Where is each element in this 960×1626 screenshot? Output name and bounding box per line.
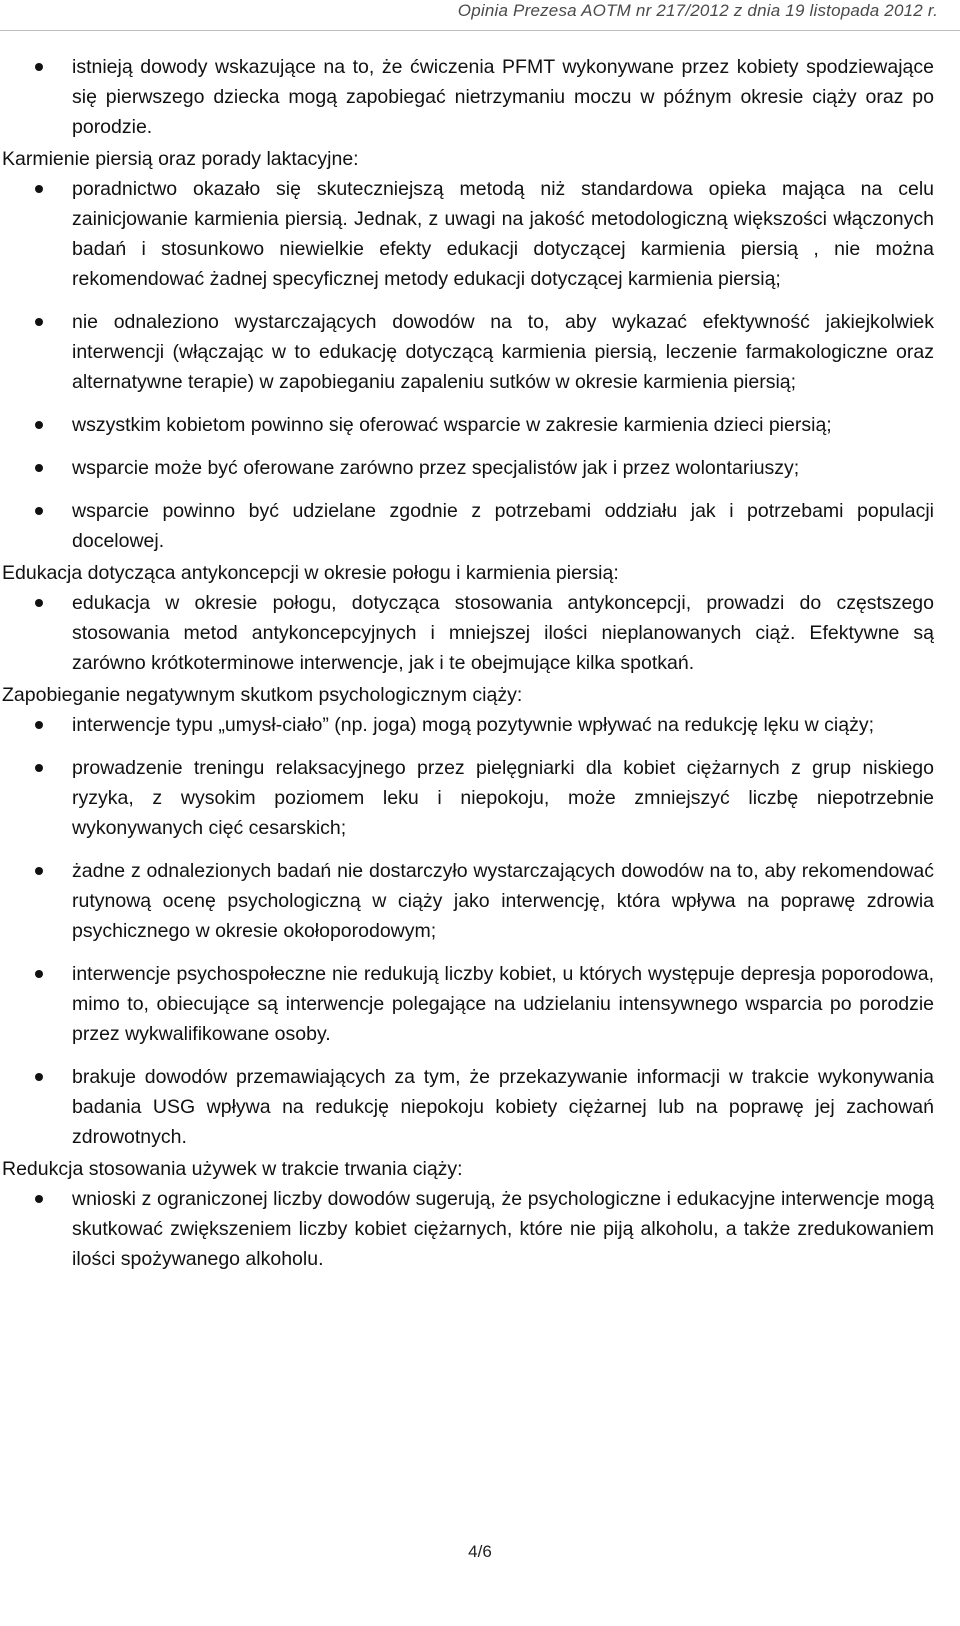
bullet-item [0,588,934,678]
bullet-text: brakuje dowodów przemawiających za tym, że przekazywanie informacji w trakcie wykonywania badania USG wpływa na redukcję niepokoju kobiety ciężarnej lub na poprawę jej zachowań zdrowotnych. [72,1066,934,1148]
bullet-item [0,174,934,294]
intro-bullet-list [0,52,934,142]
bullet-list-stimulants [0,1184,934,1274]
bullet-dot-icon [35,318,43,326]
bullet-text: wsparcie może być oferowane zarówno przez specjalistów jak i przez wolontariuszy; [72,457,800,479]
bullet-dot-icon [35,970,43,978]
bullet-item [0,52,934,142]
bullet-dot-icon [35,867,43,875]
bullet-dot-icon [35,63,43,71]
bullet-item [0,856,934,946]
section-heading-stimulants: Redukcja stosowania używek w trakcie trwania ciąży: [2,1158,463,1180]
bullet-text: żadne z odnalezionych badań nie dostarczyło wystarczających dowodów na to, aby rekomendować rutynową ocenę psychologiczną w ciąży jako interwencję, która wpływa na poprawę zdrowia psychicznego w okresie okołoporodowym; [72,860,934,942]
bullet-text: interwencje typu „umysł-ciało” (np. joga) mogą pozytywnie wpływać na redukcję lęku w ciąży; [72,714,874,736]
running-header: Opinia Prezesa AOTM nr 217/2012 z dnia 19 listopada 2012 r. [457,1,938,20]
bullet-item [0,453,934,483]
bullet-list-contraception [0,588,934,678]
bullet-dot-icon [35,421,43,429]
bullet-dot-icon [35,599,43,607]
bullet-dot-icon [35,1195,43,1203]
bullet-text: istnieją dowody wskazujące na to, że ćwiczenia PFMT wykonywane przez kobiety spodziewające się pierwszego dziecka mogą zapobiegać nietrzymaniu moczu w późnym okresie ciąży oraz po porodzie. [72,56,934,138]
bullet-dot-icon [35,764,43,772]
bullet-text: interwencje psychospołeczne nie redukują liczby kobiet, u których występuje depresja poporodowa, mimo to, obiecujące są interwencje polegające na udzielaniu intensywnego wsparcia po porodzie przez wykwalifikowane osoby. [72,963,934,1045]
bullet-dot-icon [35,507,43,515]
page-number: 4/6 [468,1542,492,1561]
bullet-text: edukacja w okresie połogu, dotycząca stosowania antykoncepcji, prowadzi do częstszego stosowania metod antykoncepcyjnych i mniejszej ilości nieplanowanych ciąż. Efektywne są zarówno krótkoterminowe interwencje, jak i te obejmujące kilka spotkań. [72,592,934,674]
bullet-dot-icon [35,721,43,729]
document-body [0,52,934,1274]
bullet-list-breastfeeding [0,174,934,556]
bullet-text: wszystkim kobietom powinno się oferować wsparcie w zakresie karmienia dzieci piersią; [72,414,832,436]
bullet-text: prowadzenie treningu relaksacyjnego przez pielęgniarki dla kobiet ciężarnych z grup niskiego ryzyka, z wysokim poziomem leku i niepokoju, może zmniejszyć liczbę niepotrzebnie wykonywanych cięć cesarskich; [72,757,934,839]
bullet-item [0,1184,934,1274]
section-heading-psychological: Zapobieganie negatywnym skutkom psychologicznym ciąży: [2,684,523,706]
section-heading-contraception: Edukacja dotycząca antykoncepcji w okresie połogu i karmienia piersią: [2,562,619,584]
bullet-text: wnioski z ograniczonej liczby dowodów sugerują, że psychologiczne i edukacyjne interwencje mogą skutkować zwiększeniem liczby kobiet ciężarnych, które nie piją alkoholu, a także zredukowaniem ilości spożywanego alkoholu. [72,1188,934,1270]
header-rule [0,30,960,31]
bullet-item [0,307,934,397]
bullet-item [0,959,934,1049]
bullet-text: poradnictwo okazało się skuteczniejszą metodą niż standardowa opieka mająca na celu zainicjowanie karmienia piersią. Jednak, z uwagi na jakość metodologiczną większości włączonych badań i stosunkowo niewielkie efekty edukacji dotyczącej karmienia piersią , nie można rekomendować żadnej specyficznej metody edukacji dotyczącej karmienia piersią; [72,178,934,290]
bullet-item [0,410,934,440]
bullet-item [0,496,934,556]
bullet-item [0,710,934,740]
bullet-list-psychological [0,710,934,1152]
bullet-text: wsparcie powinno być udzielane zgodnie z potrzebami oddziału jak i potrzebami populacji docelowej. [72,500,934,552]
bullet-item [0,1062,934,1152]
section-heading-breastfeeding: Karmienie piersią oraz porady laktacyjne: [2,148,359,170]
bullet-dot-icon [35,464,43,472]
bullet-text: nie odnaleziono wystarczających dowodów na to, aby wykazać efektywność jakiejkolwiek interwencji (włączając w to edukację dotyczącą karmienia piersią, leczenie farmakologiczne oraz alternatywne terapie) w zapobieganiu zapaleniu sutków w okresie karmienia piersią; [72,311,934,393]
bullet-item [0,753,934,843]
bullet-dot-icon [35,185,43,193]
bullet-dot-icon [35,1073,43,1081]
